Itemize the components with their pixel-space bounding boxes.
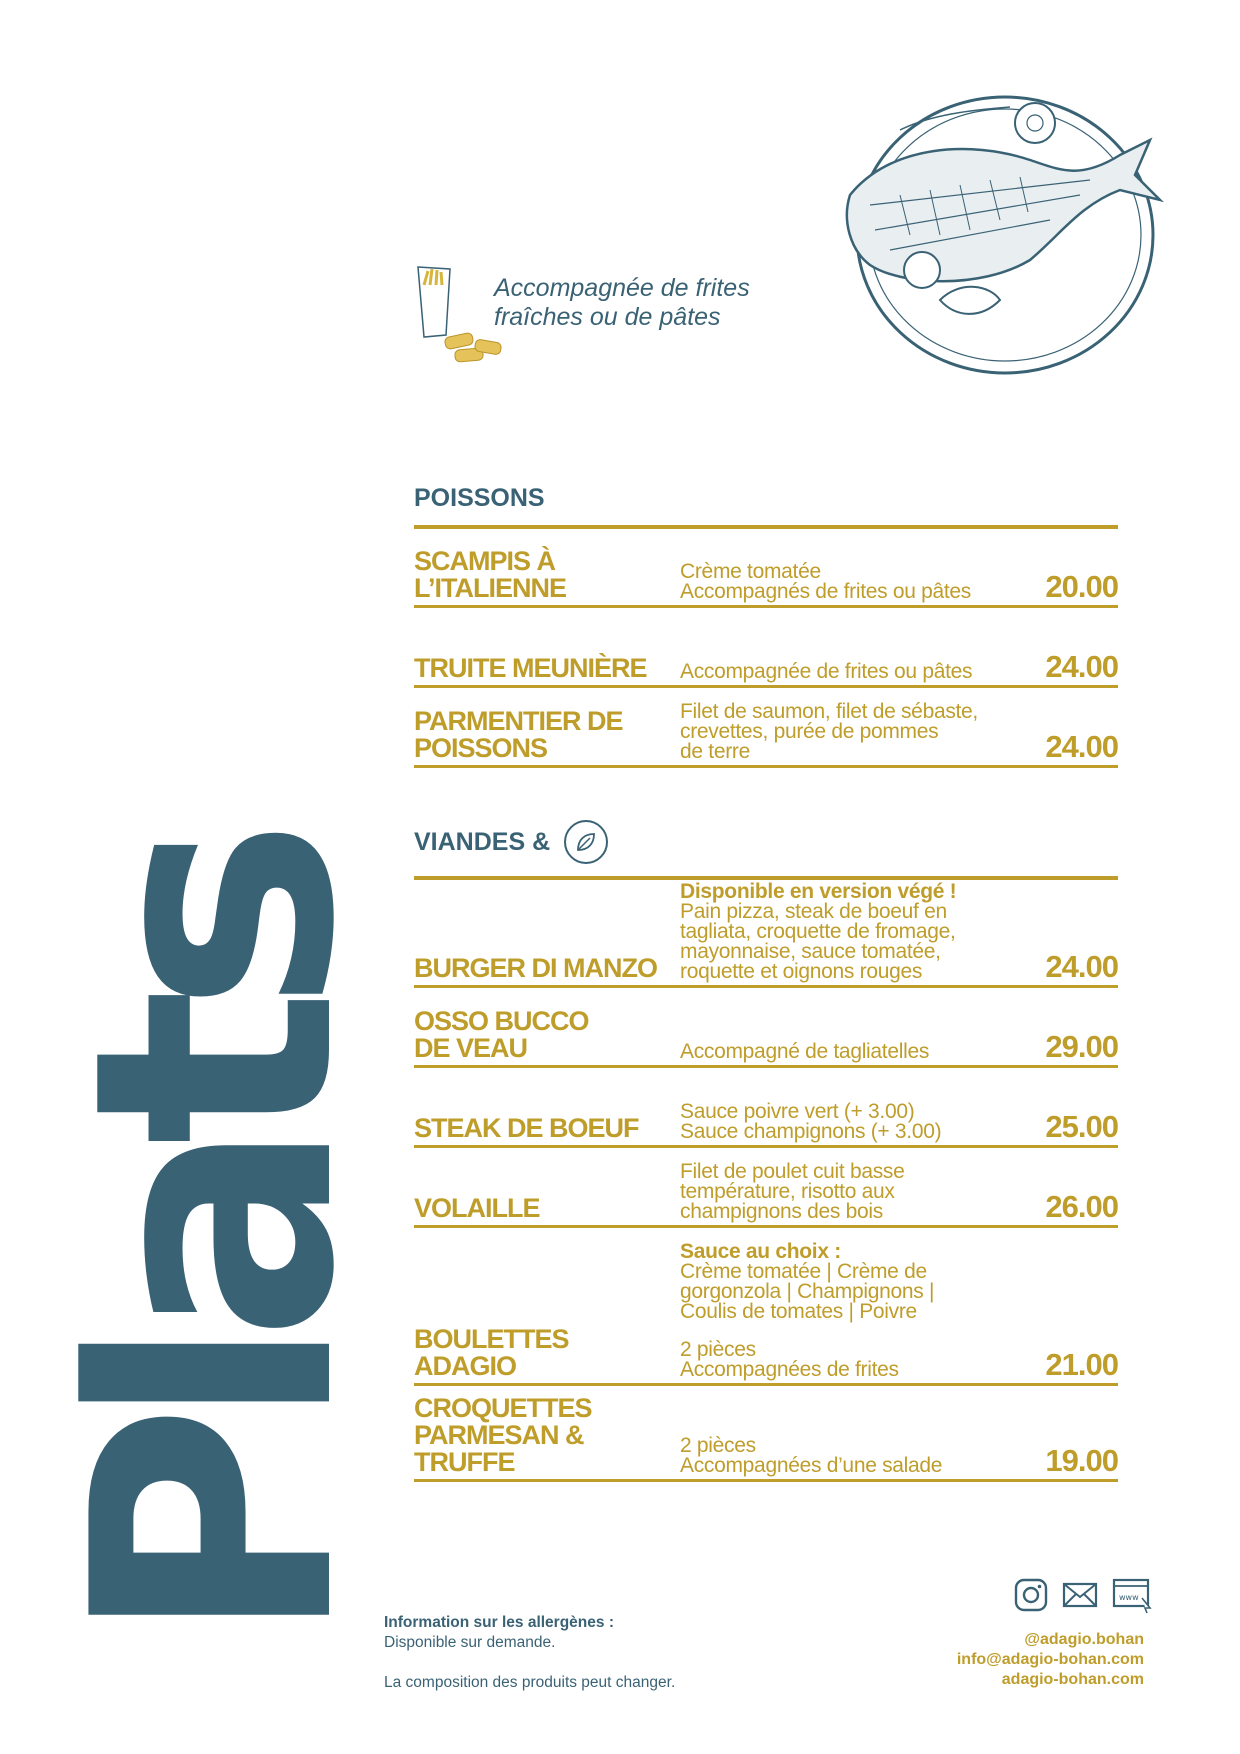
item-description	[680, 1242, 1010, 1380]
instagram-icon[interactable]	[1014, 1578, 1048, 1612]
menu-item	[414, 548, 1118, 608]
page-title: Plats	[23, 843, 407, 1645]
fish-plate-illustration	[830, 85, 1190, 385]
item-name: VOLAILLE	[414, 1193, 540, 1223]
item-desc-line: 2 pièces	[680, 1434, 756, 1457]
side-dish-note	[494, 274, 750, 332]
menu-item	[414, 698, 1118, 768]
item-name: BOULETTES ADAGIO	[414, 1324, 569, 1381]
item-desc-line: Accompagnée de frites ou pâtes	[680, 660, 973, 683]
item-desc-line: champignons des bois	[680, 1200, 883, 1223]
item-description	[680, 1436, 1010, 1476]
item-name: SCAMPIS À L’ITALIENNE	[414, 546, 567, 603]
allergen-info	[384, 1613, 675, 1693]
item-price: 19.00	[1045, 1443, 1118, 1478]
item-desc-line: Pain pizza, steak de boeuf en	[680, 900, 947, 923]
website-icon[interactable]	[1112, 1578, 1152, 1614]
menu-item	[414, 1236, 1118, 1386]
item-desc-line: gorgonzola | Champignons |	[680, 1280, 935, 1303]
side-dish-note-line1: Accompagnée de frites	[494, 274, 750, 302]
section-title-poissons	[414, 484, 1118, 529]
svg-text:www: www	[1119, 1593, 1139, 1602]
instagram-handle[interactable]: @adagio.bohan	[1024, 1631, 1144, 1648]
item-price: 24.00	[1045, 649, 1118, 684]
item-desc-line: Sauce poivre vert (+ 3.00)	[680, 1100, 915, 1123]
item-desc-highlight: Disponible en version végé !	[680, 880, 957, 903]
item-desc-line: Sauce champignons (+ 3.00)	[680, 1120, 942, 1143]
website-link[interactable]: adagio-bohan.com	[1001, 1671, 1144, 1688]
allergen-text: Disponible sur demande.	[384, 1634, 556, 1651]
item-desc-line: Coulis de tomates | Poivre	[680, 1300, 917, 1323]
item-name: STEAK DE BOEUF	[414, 1113, 639, 1143]
item-price: 21.00	[1045, 1347, 1118, 1382]
item-price: 24.00	[1045, 729, 1118, 764]
item-description	[680, 562, 1010, 602]
item-name: PARMENTIER DE POISSONS	[414, 706, 623, 763]
contact-icons	[1014, 1578, 1152, 1614]
item-price: 24.00	[1045, 949, 1118, 984]
item-name: CROQUETTES PARMESAN & TRUFFE	[414, 1393, 592, 1477]
section-title-poissons-label: POISSONS	[414, 484, 545, 512]
menu-item	[414, 1394, 1118, 1482]
item-desc-line: Accompagnées d’une salade	[680, 1454, 943, 1477]
item-description	[680, 882, 1010, 982]
item-desc-line: mayonnaise, sauce tomatée,	[680, 940, 941, 963]
menu-item	[414, 650, 1118, 688]
menu-item	[414, 1098, 1118, 1148]
section-title-viandes-label: VIANDES &	[414, 827, 551, 856]
item-desc-line: température, risotto aux	[680, 1180, 895, 1203]
item-name: OSSO BUCCO DE VEAU	[414, 1006, 589, 1063]
side-dish-note-line2: fraîches ou de pâtes	[494, 303, 721, 331]
item-desc-line: tagliata, croquette de fromage,	[680, 920, 956, 943]
item-desc-line: crevettes, purée de pommes	[680, 720, 939, 743]
item-desc-line: Accompagnés de frites ou pâtes	[680, 580, 972, 603]
menu-item	[414, 1000, 1118, 1068]
item-name: TRUITE MEUNIÈRE	[414, 653, 647, 683]
email-link[interactable]: info@adagio-bohan.com	[956, 1651, 1144, 1668]
menu-item	[414, 1158, 1118, 1228]
item-description	[680, 1102, 1010, 1142]
item-price: 25.00	[1045, 1109, 1118, 1144]
item-description	[680, 1042, 1010, 1062]
item-desc-highlight: Sauce au choix :	[680, 1240, 841, 1263]
item-desc-line: Accompagné de tagliatelles	[680, 1040, 930, 1063]
allergen-spacer	[384, 1653, 675, 1673]
composition-note: La composition des produits peut changer.	[384, 1674, 676, 1691]
item-description	[680, 662, 1010, 682]
item-desc-line: Accompagnées de frites	[680, 1358, 899, 1381]
section-title-viandes	[414, 820, 1118, 880]
menu-item	[414, 882, 1118, 988]
item-desc-line: 2 pièces	[680, 1338, 756, 1361]
item-desc-line: roquette et oignons rouges	[680, 960, 923, 983]
item-price: 20.00	[1045, 569, 1118, 604]
allergen-title: Information sur les allergènes :	[384, 1614, 614, 1631]
leaf-icon	[564, 820, 608, 864]
item-name: BURGER DI MANZO	[414, 953, 657, 983]
item-price: 29.00	[1045, 1029, 1118, 1064]
item-desc-line: de terre	[680, 740, 750, 763]
contact-info	[957, 1630, 1144, 1690]
item-desc-line: Crème tomatée | Crème de	[680, 1260, 927, 1283]
item-description	[680, 702, 1010, 762]
mail-icon[interactable]	[1062, 1578, 1098, 1612]
item-desc-line: Filet de poulet cuit basse	[680, 1160, 905, 1183]
item-desc-line: Filet de saumon, filet de sébaste,	[680, 700, 978, 723]
item-desc-line: Crème tomatée	[680, 560, 821, 583]
item-price: 26.00	[1045, 1189, 1118, 1224]
item-description	[680, 1162, 1010, 1222]
